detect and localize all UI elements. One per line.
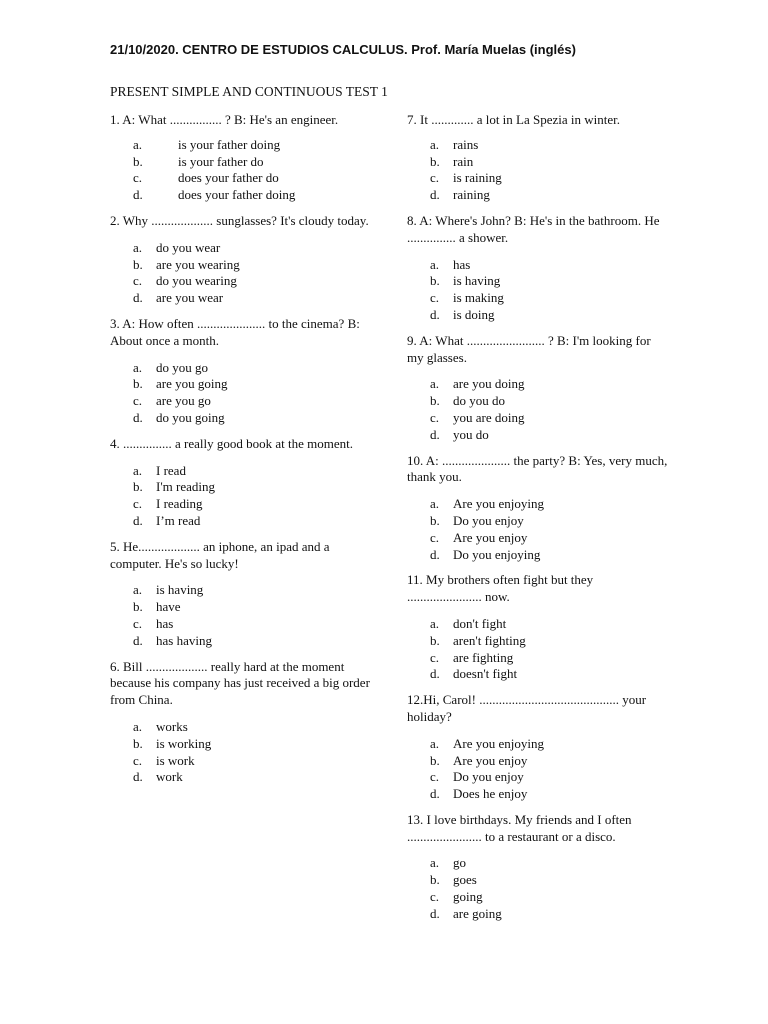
options-list: [407, 616, 669, 683]
question-3: [110, 316, 372, 427]
options-list: [407, 257, 669, 324]
option-c: c. are you go: [133, 393, 211, 409]
options-list: [407, 137, 669, 204]
option-c: c. going: [430, 889, 483, 905]
option-a: a. don't fight: [430, 615, 507, 631]
option-d: d. are you wear: [133, 290, 224, 306]
option-c: c. Are you enjoy: [430, 529, 528, 545]
question-6: [110, 659, 372, 787]
options-list: [407, 736, 669, 803]
question-2: [110, 213, 372, 307]
question-10: [407, 453, 669, 564]
option-b: b. I'm reading: [133, 479, 216, 495]
option-a: a. I read: [133, 462, 186, 478]
option-c: c. do you wearing: [133, 273, 237, 289]
option-c: c. is raining: [430, 170, 502, 186]
options-list: [110, 719, 372, 786]
option-c: c. you are doing: [430, 409, 525, 425]
question-stem: 10. A: ..................... the party? B: Yes, very much, thank you.: [407, 452, 668, 485]
question-12: [407, 692, 669, 803]
question-stem: 9. A: What ........................ ? B: I'm looking for my glasses.: [407, 332, 651, 365]
option-a: a. is your father doing: [133, 136, 281, 152]
option-a: a. are you doing: [430, 376, 525, 392]
option-b: b. goes: [430, 872, 477, 888]
option-b: b. is having: [430, 273, 501, 289]
option-d: d. are going: [430, 905, 502, 921]
options-list: [110, 360, 372, 427]
question-stem: 5. He................... an iphone, an ipad and a computer. He's so lucky!: [110, 538, 330, 571]
page-header: 21/10/2020. CENTRO DE ESTUDIOS CALCULUS. Prof. María Muelas (inglés): [110, 42, 576, 57]
question-stem: 11. My brothers often fight but they ....................... now.: [407, 572, 594, 605]
option-d: d. doesn't fight: [430, 666, 518, 682]
question-stem: 12.Hi, Carol! ........................................... your holiday?: [407, 692, 647, 724]
option-d: d. Does he enjoy: [430, 786, 528, 802]
option-a: a. works: [133, 718, 188, 734]
question-stem: 1. A: What ................ ? B: He's an engineer.: [110, 112, 339, 127]
test-title: PRESENT SIMPLE AND CONTINUOUS TEST 1: [110, 84, 388, 99]
option-d: d. is doing: [430, 306, 495, 322]
question-stem: 13. I love birthdays. My friends and I often ....................... to a restaurant or a disco.: [407, 811, 632, 844]
question-stem: 3. A: How often ..................... to the cinema? B: About once a month.: [110, 315, 360, 348]
option-b: b. are you going: [133, 376, 228, 392]
option-b: b. are you wearing: [133, 256, 240, 272]
option-b: b. Are you enjoy: [430, 752, 528, 768]
option-a: a. Are you enjoying: [430, 496, 544, 512]
question-13: [407, 812, 669, 923]
option-c: c. are fighting: [430, 649, 514, 665]
question-stem: 4. ............... a really good book at the moment.: [110, 435, 353, 451]
option-d: d. raining: [430, 187, 490, 203]
option-b: b. rain: [430, 153, 474, 169]
question-8: [407, 213, 669, 324]
option-d: d. does your father doing: [133, 187, 296, 203]
option-d: d. I’m read: [133, 512, 201, 528]
question-stem: 2. Why ................... sunglasses? It's cloudy today.: [110, 212, 369, 228]
option-a: a. has: [430, 256, 471, 272]
option-b: b. Do you enjoy: [430, 512, 524, 528]
option-d: d. Do you enjoying: [430, 546, 541, 562]
options-list: [110, 240, 372, 307]
option-d: d. you do: [430, 426, 489, 442]
options-list: [407, 496, 669, 563]
question-stem: 6. Bill ................... really hard at the moment because his company has just received a big order from China.: [110, 658, 370, 708]
question-stem: 7. It ............. a lot in La Spezia in winter.: [407, 112, 621, 127]
option-b: b. have: [133, 599, 181, 615]
option-d: d. do you going: [133, 409, 225, 425]
option-c: c. is making: [430, 290, 504, 306]
options-list: [407, 376, 669, 443]
option-a: a. do you wear: [133, 239, 221, 255]
option-a: a. do you go: [133, 359, 208, 375]
left-column: [110, 112, 372, 786]
question-1: [110, 112, 372, 204]
option-c: c. is work: [133, 752, 195, 768]
question-5: [110, 539, 372, 650]
options-list: [110, 582, 372, 649]
option-d: d. work: [133, 769, 183, 785]
option-c: c. Do you enjoy: [430, 769, 524, 785]
option-a: a. go: [430, 855, 466, 871]
options-list: [110, 137, 372, 204]
option-a: a. is having: [133, 582, 204, 598]
options-list: [407, 855, 669, 922]
option-d: d. has having: [133, 632, 212, 648]
option-a: a. Are you enjoying: [430, 735, 544, 751]
option-b: b. aren't fighting: [430, 632, 526, 648]
question-9: [407, 333, 669, 444]
right-column: [407, 112, 669, 923]
option-b: b. is working: [133, 735, 212, 751]
option-c: c. has: [133, 615, 174, 631]
option-b: b. do you do: [430, 393, 505, 409]
options-list: [110, 463, 372, 530]
option-c: c. does your father do: [133, 170, 279, 186]
question-11: [407, 572, 669, 683]
option-a: a. rains: [430, 136, 479, 152]
question-stem: 8. A: Where's John? B: He's in the bathroom. He ............... a shower.: [407, 212, 660, 245]
option-c: c. I reading: [133, 496, 203, 512]
question-7: [407, 112, 669, 204]
question-4: [110, 436, 372, 530]
option-b: b. is your father do: [133, 153, 264, 169]
